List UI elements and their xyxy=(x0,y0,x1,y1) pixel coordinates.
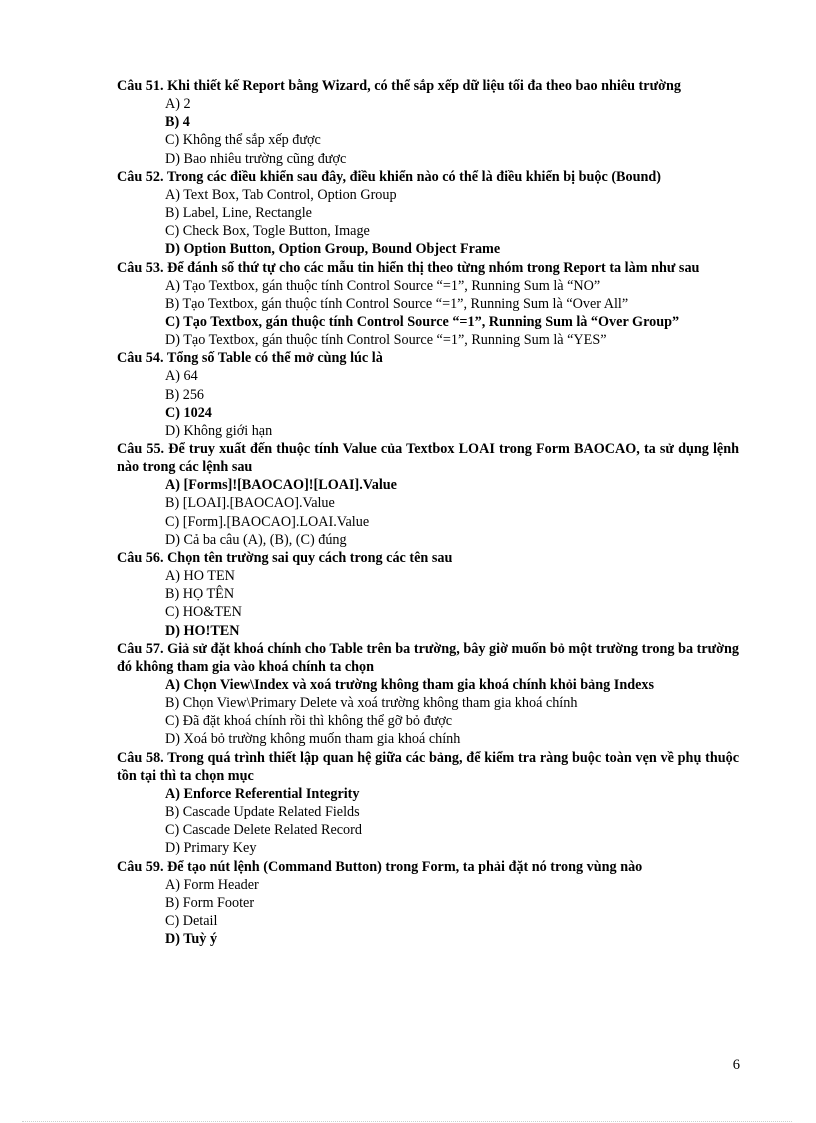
answer-option: A) Tạo Textbox, gán thuộc tính Control Source “=1”, Running Sum là “NO” xyxy=(165,277,601,294)
question-text xyxy=(117,440,739,476)
answer-option-correct: C) Tạo Textbox, gán thuộc tính Control Source “=1”, Running Sum là “Over Group” xyxy=(165,314,680,331)
answer-options xyxy=(117,277,739,350)
answer-option: D) Không giới hạn xyxy=(165,423,273,440)
answer-option-correct: B) 4 xyxy=(165,114,190,131)
answer-option-correct: A) Enforce Referential Integrity xyxy=(165,785,360,802)
answer-option: B) 256 xyxy=(165,386,205,403)
answer-option: B) Chọn View\Primary Delete và xoá trường không tham gia khoá chính xyxy=(165,695,578,712)
question-number: Câu 52. xyxy=(117,168,164,185)
answer-option-correct: C) 1024 xyxy=(165,404,212,421)
question-block xyxy=(117,77,739,168)
answer-options xyxy=(117,95,739,168)
answer-option: B) Tạo Textbox, gán thuộc tính Control Source “=1”, Running Sum là “Over All” xyxy=(165,295,629,312)
question-text xyxy=(117,349,739,367)
answer-option: A) Form Header xyxy=(165,876,259,893)
answer-option-correct: D) Tuỳ ý xyxy=(165,931,218,948)
question-text xyxy=(117,168,739,186)
question-text xyxy=(117,640,739,676)
answer-option: A) HO TEN xyxy=(165,568,235,585)
question-prompt: Tổng số Table có thể mở cùng lúc là xyxy=(166,350,383,367)
question-text xyxy=(117,549,739,567)
answer-option: D) Cả ba câu (A), (B), (C) đúng xyxy=(165,531,347,548)
question-block xyxy=(117,749,739,858)
page-bottom-divider xyxy=(22,1121,792,1122)
question-block xyxy=(117,349,739,440)
question-prompt: Trong các điều khiển sau đây, điều khiển nào có thể là điều khiển bị buộc (Bound) xyxy=(166,168,662,185)
question-block xyxy=(117,168,739,259)
answer-option: B) Cascade Update Related Fields xyxy=(165,803,360,820)
answer-options xyxy=(117,876,739,949)
question-block xyxy=(117,858,739,949)
question-block xyxy=(117,259,739,350)
answer-option: A) 2 xyxy=(165,96,191,112)
answer-option: C) Cascade Delete Related Record xyxy=(165,822,362,839)
question-number: Câu 53. xyxy=(117,259,164,276)
answer-option: B) HỌ TÊN xyxy=(165,586,235,603)
question-prompt: Để tạo nút lệnh (Command Button) trong Form, ta phải đặt nó trong vùng nào xyxy=(167,858,643,875)
question-prompt: Trong quá trình thiết lập quan hệ giữa các bảng, để kiểm tra ràng buộc toàn vẹn về phụ thuộc tồn tại thì ta chọn mục xyxy=(117,749,740,784)
answer-option: C) [Form].[BAOCAO].LOAI.Value xyxy=(165,513,370,530)
answer-option: A) Text Box, Tab Control, Option Group xyxy=(165,186,397,203)
question-prompt: Khi thiết kế Report bằng Wizard, có thể sắp xếp dữ liệu tối đa theo bao nhiêu trường xyxy=(167,78,681,94)
question-number: Câu 58. xyxy=(117,749,164,766)
question-number: Câu 54. xyxy=(117,350,164,367)
question-block xyxy=(117,440,739,549)
question-block xyxy=(117,549,739,640)
question-text xyxy=(117,259,739,277)
question-prompt: Để đánh số thứ tự cho các mẫu tin hiển thị theo từng nhóm trong Report ta làm như sau xyxy=(167,259,700,276)
question-text xyxy=(117,77,739,95)
answer-option: A) 64 xyxy=(165,368,198,385)
question-prompt: Giả sử đặt khoá chính cho Table trên ba trường, bây giờ muốn bỏ một trường trong ba trường đó không tham gia vào khoá chính ta chọn xyxy=(117,640,740,675)
answer-options xyxy=(117,785,739,858)
answer-options xyxy=(117,186,739,259)
answer-option: B) Form Footer xyxy=(165,894,255,911)
answer-option: C) Check Box, Togle Button, Image xyxy=(165,223,370,240)
answer-options xyxy=(117,367,739,440)
answer-options xyxy=(117,476,739,549)
answer-option: C) HO&TEN xyxy=(165,604,242,621)
question-block xyxy=(117,640,739,749)
question-number: Câu 51. xyxy=(117,78,164,94)
question-prompt: Chọn tên trường sai quy cách trong các tên sau xyxy=(167,550,453,567)
answer-option-correct: A) [Forms]![BAOCAO]![LOAI].Value xyxy=(165,477,397,494)
answer-option-correct: D) Option Button, Option Group, Bound Object Frame xyxy=(165,241,501,258)
answer-option: D) Bao nhiêu trường cũng được xyxy=(165,150,347,167)
answer-options xyxy=(117,567,739,640)
answer-options xyxy=(117,676,739,749)
answer-option-correct: D) HO!TEN xyxy=(165,622,240,639)
question-prompt: Để truy xuất đến thuộc tính Value của Textbox LOAI trong Form BAOCAO, ta sử dụng lệnh nào trong các lệnh sau xyxy=(117,441,739,476)
answer-option-correct: A) Chọn View\Index và xoá trường không tham gia khoá chính khỏi bảng Indexs xyxy=(165,676,655,693)
question-number: Câu 57. xyxy=(117,640,164,657)
answer-option: C) Đã đặt khoá chính rồi thì không thể gỡ bỏ được xyxy=(165,713,453,730)
answer-option: D) Tạo Textbox, gán thuộc tính Control Source “=1”, Running Sum là “YES” xyxy=(165,332,607,349)
answer-option: B) Label, Line, Rectangle xyxy=(165,205,312,222)
answer-option: C) Detail xyxy=(165,912,218,929)
question-list xyxy=(117,77,739,948)
page-number: 6 xyxy=(732,1057,740,1073)
question-text xyxy=(117,749,739,785)
answer-option: D) Xoá bỏ trường không muốn tham gia khoá chính xyxy=(165,731,461,748)
answer-option: D) Primary Key xyxy=(165,840,257,857)
answer-option: C) Không thể sắp xếp được xyxy=(165,132,321,149)
question-number: Câu 59. xyxy=(117,858,164,875)
question-number: Câu 55. xyxy=(117,441,165,458)
question-text xyxy=(117,858,739,876)
question-number: Câu 56. xyxy=(117,550,164,567)
answer-option: B) [LOAI].[BAOCAO].Value xyxy=(165,495,335,512)
